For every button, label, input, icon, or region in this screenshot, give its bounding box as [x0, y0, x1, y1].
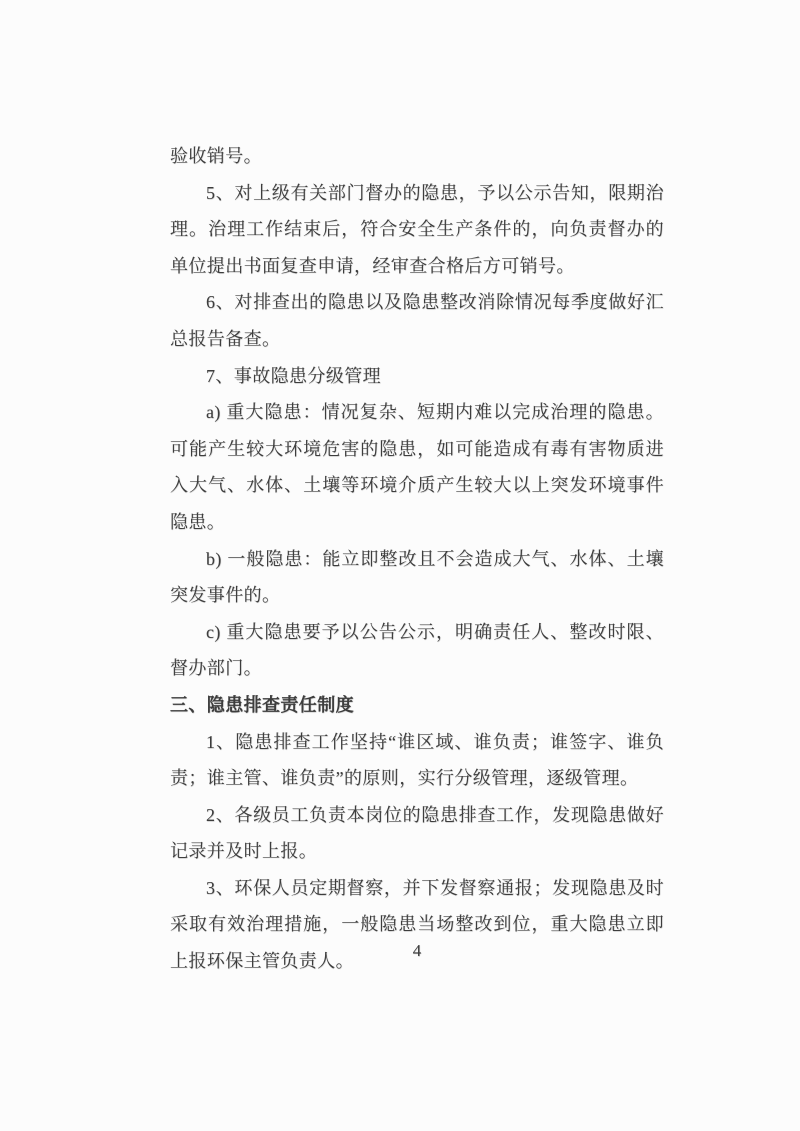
- page-footer: [170, 941, 664, 961]
- paragraph: b) 一般隐患：能立即整改且不会造成大气、水体、土壤突发事件的。: [170, 548, 664, 606]
- paragraph: 5、对上级有关部门督办的隐患，予以公示告知，限期治理。治理工作结束后，符合安全生产条件的，向负责督办的单位提出书面复查申请，经审查合格后方可销号。: [170, 182, 664, 276]
- document-body: [170, 138, 664, 980]
- paragraph: 1、隐患排查工作坚持“谁区域、谁负责；谁签字、谁负责；谁主管、谁负责”的原则，实行分级管理，逐级管理。: [170, 731, 664, 789]
- paragraph: 验收销号。: [170, 146, 262, 166]
- paragraph: c) 重大隐患要予以公告公示，明确责任人、整改时限、督办部门。: [170, 621, 664, 679]
- paragraph: 7、事故隐患分级管理: [206, 365, 381, 386]
- paragraph: 2、各级员工负责本岗位的隐患排查工作，发现隐患做好记录并及时上报。: [170, 804, 664, 862]
- page-number: 4: [412, 941, 422, 960]
- paragraph: a) 重大隐患：情况复杂、短期内难以完成治理的隐患。可能产生较大环境危害的隐患，如可能造成有毒有害物质进入大气、水体、土壤等环境介质产生较大以上突发环境事件隐患。: [170, 402, 664, 532]
- paragraph: 3、环保人员定期督察，并下发督察通报；发现隐患及时采取有效治理措施，一般隐患当场整改到位，重大隐患立即上报环保主管负责人。: [170, 877, 664, 972]
- paragraph: 6、对排查出的隐患以及隐患整改消除情况每季度做好汇总报告备查。: [170, 292, 664, 349]
- paragraph: 三、隐患排查责任制度: [170, 694, 354, 715]
